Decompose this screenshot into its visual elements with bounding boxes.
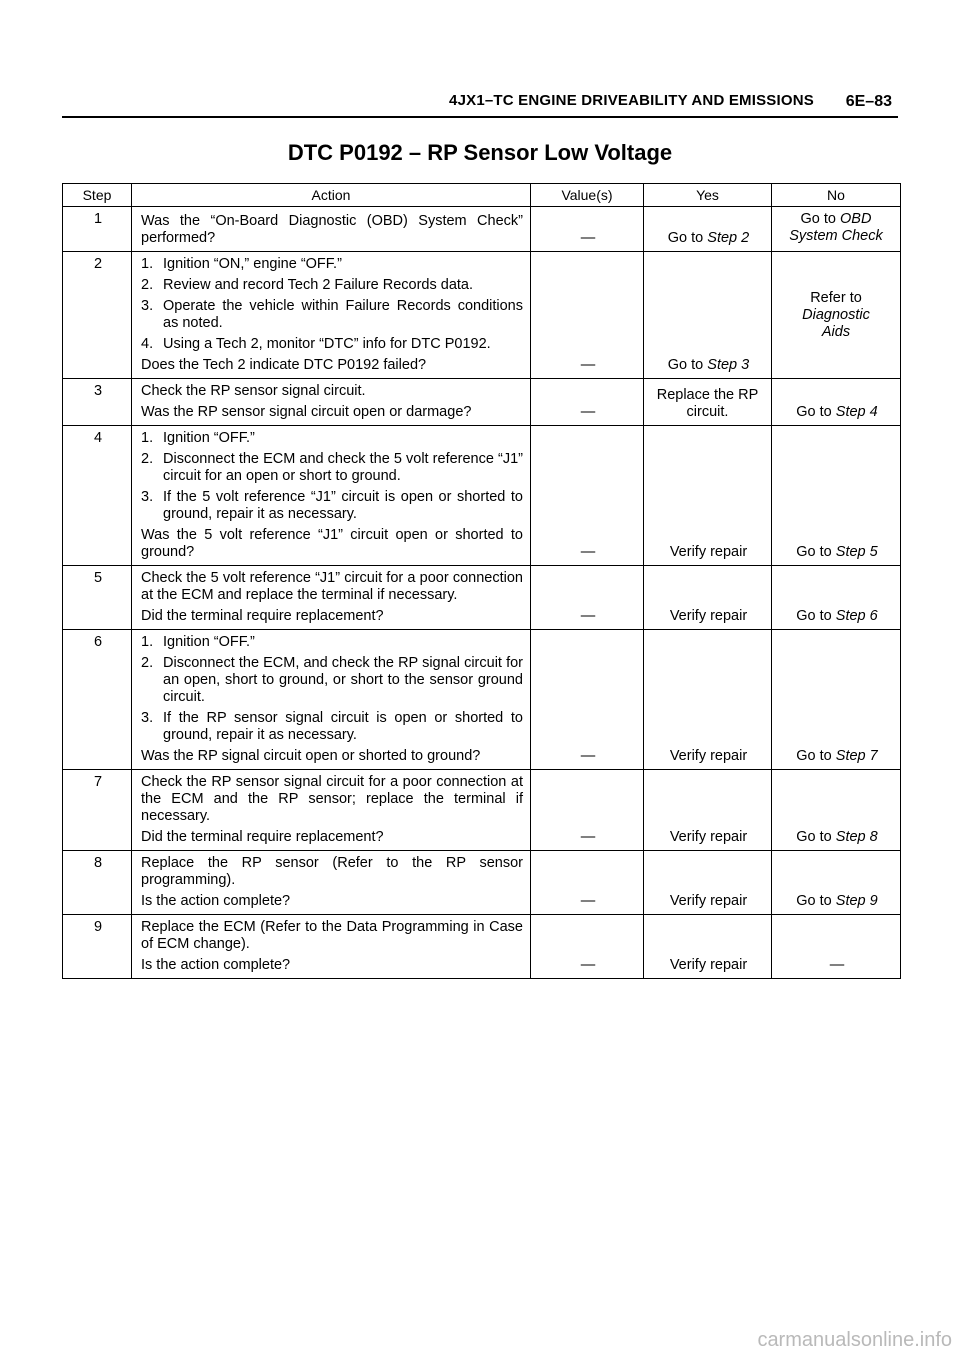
list-text: Disconnect the ECM, and check the RP signal circuit for an open, short to ground, or short to the sensor ground circuit. <box>163 655 523 705</box>
action-list-item <box>141 336 523 353</box>
step-number: 4 <box>63 426 132 566</box>
table-row <box>63 566 901 630</box>
no-text: Go to <box>800 211 841 227</box>
value-cell: — <box>531 566 644 630</box>
page-header <box>62 90 898 118</box>
list-number: 1. <box>141 634 154 650</box>
yes-text: Verify repair <box>669 608 748 624</box>
action-list-item <box>141 277 523 294</box>
table-row <box>63 379 901 426</box>
action-cell <box>132 252 531 379</box>
yes-text: Verify repair <box>669 893 748 909</box>
action-question: Did the terminal require replacement? <box>141 829 384 845</box>
table-row <box>63 770 901 851</box>
no-text: Go to <box>796 608 836 624</box>
list-text: Using a Tech 2, monitor “DTC” info for DTC P0192. <box>163 336 491 352</box>
value-cell: — <box>531 915 644 979</box>
action-cell <box>132 770 531 851</box>
table-row <box>63 252 901 379</box>
yes-cell <box>644 207 772 252</box>
action-question: Was the 5 volt reference “J1” circuit open or shorted to ground? <box>141 527 523 560</box>
no-text: Go to <box>796 748 836 764</box>
list-number: 2. <box>141 655 154 671</box>
action-cell <box>132 566 531 630</box>
action-list-item <box>141 256 523 273</box>
page-title: DTC P0192 – RP Sensor Low Voltage <box>287 140 673 165</box>
action-cell <box>132 630 531 770</box>
step-number: 2 <box>63 252 132 379</box>
no-text: Go to <box>796 544 836 560</box>
list-number: 1. <box>141 430 154 446</box>
no-cell <box>772 252 901 379</box>
yes-text: Verify repair <box>669 748 748 764</box>
value-cell: — <box>531 252 644 379</box>
action-list-item <box>141 430 523 447</box>
watermark: carmanualsonline.info <box>757 1329 952 1351</box>
action-question: Was the “On-Board Diagnostic (OBD) System Check” performed? <box>141 213 523 246</box>
action-text: Check the RP sensor signal circuit for a poor connection at the ECM and the RP sensor; replace the terminal if necessary. <box>141 774 523 824</box>
no-text: Go to <box>796 829 836 845</box>
action-question: Was the RP sensor signal circuit open or darmage? <box>141 404 472 420</box>
no-text: Refer to <box>810 289 862 306</box>
action-question: Is the action complete? <box>141 957 291 973</box>
yes-text: Replace the RP circuit. <box>656 387 759 420</box>
action-text: Check the RP sensor signal circuit. <box>141 383 366 399</box>
column-header-no: No <box>772 184 901 207</box>
list-number: 2. <box>141 451 154 467</box>
yes-text: Go to <box>667 230 708 246</box>
yes-text: Verify repair <box>669 957 748 973</box>
value-cell: — <box>531 379 644 426</box>
no-step-ref: Step 4 <box>835 404 878 420</box>
action-text: Replace the ECM (Refer to the Data Programming in Case of ECM change). <box>141 919 523 952</box>
list-text: Ignition “OFF.” <box>163 634 255 650</box>
table-row <box>63 851 901 915</box>
value-cell: — <box>531 851 644 915</box>
list-text: Ignition “ON,” engine “OFF.” <box>163 256 342 272</box>
action-text: Check the 5 volt reference “J1” circuit for a poor connection at the ECM and replace the terminal if necessary. <box>141 570 523 603</box>
value-cell: — <box>531 207 644 252</box>
list-number: 2. <box>141 277 154 293</box>
table-row <box>63 630 901 770</box>
action-list-item <box>141 298 523 332</box>
list-number: 4. <box>141 336 154 352</box>
action-text: Replace the RP sensor (Refer to the RP sensor programming). <box>141 855 523 888</box>
action-cell <box>132 426 531 566</box>
list-number: 3. <box>141 710 154 726</box>
value-cell: — <box>531 426 644 566</box>
table-row <box>63 207 901 252</box>
no-cell <box>772 630 901 770</box>
list-number: 3. <box>141 298 154 314</box>
no-cell <box>772 426 901 566</box>
column-header-yes: Yes <box>644 184 772 207</box>
action-cell <box>132 851 531 915</box>
step-number: 5 <box>63 566 132 630</box>
yes-cell <box>644 915 772 979</box>
step-number: 3 <box>63 379 132 426</box>
list-text: Disconnect the ECM and check the 5 volt reference “J1” circuit for an open or short to ground. <box>163 451 523 484</box>
value-cell: — <box>531 770 644 851</box>
no-step-ref: Diagnostic Aids <box>802 306 870 340</box>
no-step-ref: Step 5 <box>835 544 878 560</box>
table-header-row <box>63 184 901 207</box>
action-list-item <box>141 634 523 651</box>
no-cell <box>772 207 901 252</box>
action-cell <box>132 915 531 979</box>
yes-text: Go to <box>667 357 708 373</box>
action-question: Does the Tech 2 indicate DTC P0192 failed? <box>141 357 427 373</box>
yes-text: Verify repair <box>669 829 748 845</box>
section-title: 4JX1–TC ENGINE DRIVEABILITY AND EMISSIONS <box>449 92 814 109</box>
step-number: 9 <box>63 915 132 979</box>
list-text: Operate the vehicle within Failure Records conditions as noted. <box>163 298 523 331</box>
no-text: Go to <box>796 893 836 909</box>
list-text: If the RP sensor signal circuit is open or shorted to ground, repair it as necessary. <box>163 710 523 743</box>
list-text: Ignition “OFF.” <box>163 430 255 446</box>
action-list-item <box>141 489 523 523</box>
column-header-action: Action <box>132 184 531 207</box>
no-cell <box>772 566 901 630</box>
no-step-ref: Step 7 <box>835 748 878 764</box>
action-cell <box>132 379 531 426</box>
action-cell <box>132 207 531 252</box>
no-step-ref: OBD System Check <box>789 211 883 244</box>
table-row <box>63 426 901 566</box>
page-number: 6E–83 <box>845 93 892 110</box>
action-question: Is the action complete? <box>141 893 291 909</box>
yes-cell <box>644 252 772 379</box>
no-step-ref: Step 8 <box>835 829 878 845</box>
column-header-step: Step <box>63 184 132 207</box>
yes-cell <box>644 851 772 915</box>
yes-step-ref: Step 3 <box>707 357 750 373</box>
step-number: 7 <box>63 770 132 851</box>
yes-cell <box>644 426 772 566</box>
no-step-ref: Step 6 <box>835 608 878 624</box>
list-number: 1. <box>141 256 154 272</box>
no-text: — <box>829 957 845 973</box>
step-number: 8 <box>63 851 132 915</box>
list-number: 3. <box>141 489 154 505</box>
no-step-ref: Step 9 <box>835 893 878 909</box>
table-row <box>63 915 901 979</box>
step-number: 1 <box>63 207 132 252</box>
no-cell <box>772 770 901 851</box>
diagnostic-table <box>62 183 901 979</box>
yes-cell <box>644 379 772 426</box>
no-text: Go to <box>796 404 836 420</box>
no-cell <box>772 915 901 979</box>
action-question: Did the terminal require replacement? <box>141 608 384 624</box>
column-header-values: Value(s) <box>531 184 644 207</box>
yes-cell <box>644 770 772 851</box>
value-cell: — <box>531 630 644 770</box>
no-cell <box>772 851 901 915</box>
yes-step-ref: Step 2 <box>707 230 750 246</box>
yes-text: Verify repair <box>669 544 748 560</box>
no-cell <box>772 379 901 426</box>
yes-cell <box>644 566 772 630</box>
action-list-item <box>141 655 523 706</box>
yes-cell <box>644 630 772 770</box>
list-text: If the 5 volt reference “J1” circuit is open or shorted to ground, repair it as necessary. <box>163 489 523 522</box>
list-text: Review and record Tech 2 Failure Records data. <box>163 277 474 293</box>
action-list-item <box>141 710 523 744</box>
action-question: Was the RP signal circuit open or shorted to ground? <box>141 748 481 764</box>
step-number: 6 <box>63 630 132 770</box>
action-list-item <box>141 451 523 485</box>
